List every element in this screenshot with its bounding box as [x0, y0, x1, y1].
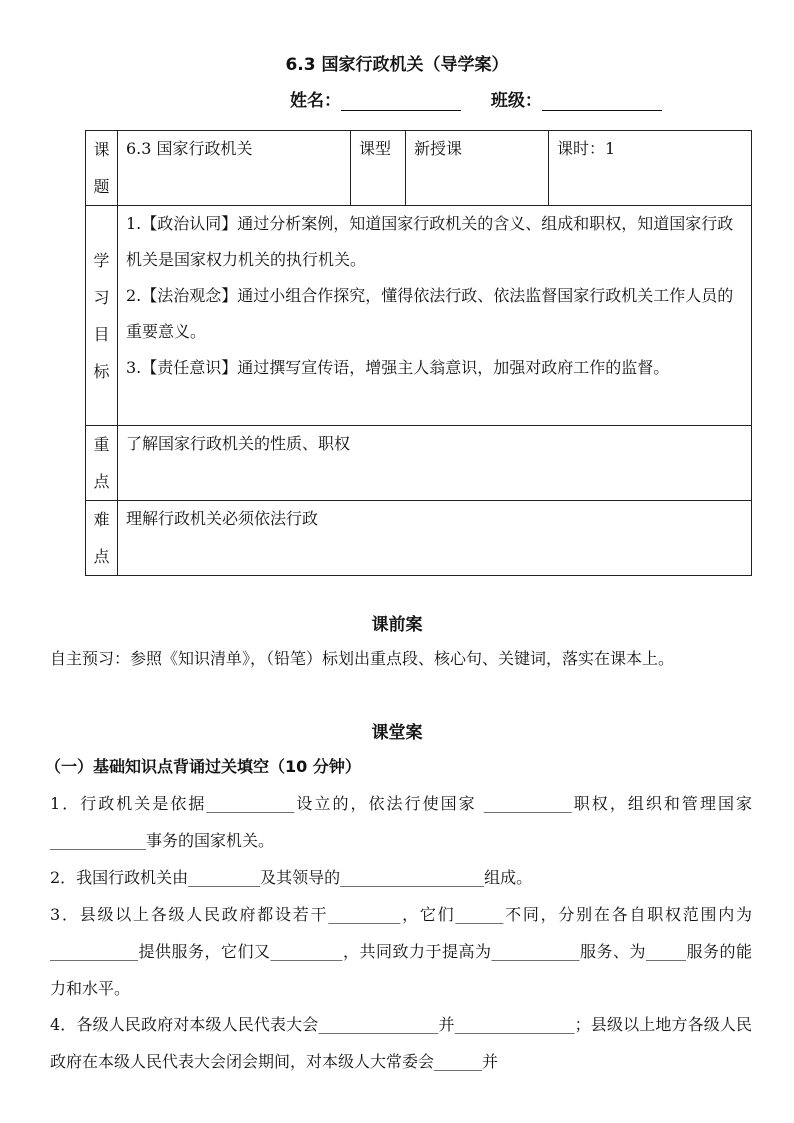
part1-heading: （一）基础知识点背诵过关填空（10 分钟）: [45, 757, 361, 776]
section-in-class: 课堂案: [371, 723, 423, 743]
class-label: 班级：: [490, 91, 542, 111]
lesson-type-value: 新授课: [406, 131, 549, 206]
question-1: 1．行政机关是依据___________设立的，依法行使国家 ___________职权，组织和管理国家____________事务的国家机关。: [50, 794, 752, 850]
page-title: 6.3 国家行政机关（导学案）: [285, 55, 509, 75]
difficulties-value: 理解行政机关必须依法行政: [118, 501, 752, 576]
name-label: 姓名：: [290, 91, 341, 111]
section-pre-class: 课前案: [371, 615, 423, 635]
name-blank: [341, 92, 461, 111]
class-blank: [542, 92, 662, 111]
question-4: 4．各级人民政府对本级人民代表大会_______________并_______________；县级以上地方各级人民政府在本级人民代表大会闭会期间，对本级人大常委会______并: [50, 1015, 752, 1071]
table-row-difficulties: [86, 501, 752, 576]
goal-3: 3.【责任意识】通过撰写宣传语，增强主人翁意识，加强对政府工作的监督。: [126, 358, 670, 377]
difficulties-label: 难 点: [86, 501, 118, 576]
table-row-topic: [86, 131, 752, 206]
topic-value: 6.3 国家行政机关: [118, 131, 351, 206]
lesson-type-label: 课型: [351, 131, 406, 206]
question-2: 2．我国行政机关由_________及其领导的__________________组成。: [50, 868, 533, 887]
table-row-key-points: [86, 426, 752, 501]
key-points-value: 了解国家行政机关的性质、职权: [118, 426, 752, 501]
question-3: 3．县级以上各级人民政府都设若干_________，它们______不同，分别在各自职权范围内为___________提供服务，它们又_________，共同致力于提高为___________服务、为_____服务的能力和水平。: [50, 905, 752, 998]
table-row-goals: [86, 206, 752, 426]
pre-class-text: 自主预习：参照《知识清单》，（铅笔）标划出重点段、核心句、关键词，落实在课本上。: [50, 649, 675, 668]
goals-label: 学 习 目 标: [86, 206, 118, 426]
goals-content: [118, 206, 752, 426]
name-class-row: [290, 86, 662, 111]
topic-label: 课 题: [86, 131, 118, 206]
lesson-info-table: [85, 130, 752, 576]
goal-1: 1.【政治认同】通过分析案例，知道国家行政机关的含义、组成和职权，知道国家行政机关是国家权力机关的执行机关。: [126, 214, 734, 269]
key-points-label: 重 点: [86, 426, 118, 501]
lesson-hours: 课时：1: [549, 131, 752, 206]
goal-2: 2.【法治观念】通过小组合作探究，懂得依法行政、依法监督国家行政机关工作人员的重要意义。: [126, 286, 734, 341]
